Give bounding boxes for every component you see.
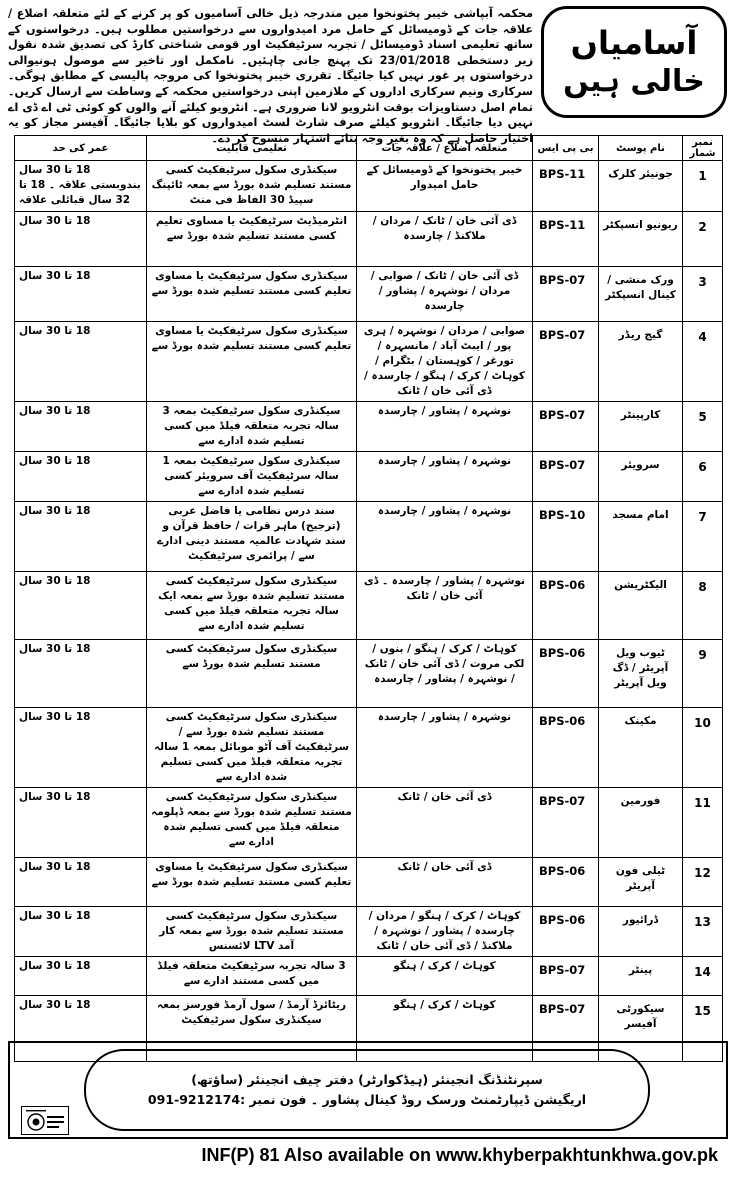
cell-sno: 8 [683, 572, 723, 640]
address-line [148, 1090, 586, 1110]
table-row [15, 788, 723, 858]
cell-qualification: ریٹائرڈ آرمڈ / سول آرمڈ فورسز بمعہ سیکنڈری سکول سرٹیفکیٹ [147, 996, 357, 1062]
cell-district: ڈی آئی خان / ٹانک [357, 858, 533, 907]
title-line-2: خالی ہیں [563, 64, 705, 99]
cell-sno: 13 [683, 907, 723, 957]
cell-age: 18 تا 30 سال [15, 212, 147, 267]
cell-age: 18 تا 30 سال [15, 996, 147, 1062]
cell-bps: BPS-07 [533, 452, 599, 502]
cell-qualification: 3 سالہ تجربہ سرٹیفکیٹ متعلقہ فیلڈ میں کسی مستند ادارے سے [147, 957, 357, 996]
cell-bps: BPS-06 [533, 708, 599, 788]
cell-post: ریونیو انسپکٹر [599, 212, 683, 267]
cell-sno: 9 [683, 640, 723, 708]
cell-post: فورمین [599, 788, 683, 858]
cell-sno: 7 [683, 502, 723, 572]
address-text: اریگیشن ڈیپارٹمنٹ ورسک روڈ کینال پشاور ۔ فون نمبر [249, 1092, 587, 1107]
phone-number: 091-9212174: [147, 1092, 246, 1107]
contact-oval [84, 1049, 650, 1131]
intro-text: محکمہ آبپاشی خیبر پختونخوا میں مندرجہ ذیل خالی آسامیوں کو پر کرنے کے لئے متعلقہ اضلاع / علاقہ جات کے ڈومیسائل کے حامل مرد امیدواروں سے درخواستیں مطلوب ہیں۔ درخواستوں کے ساتھ تعلیمی اسناد ڈومیسائل / تجربہ سرٹیفکیٹ اور قومی شناختی کارڈ کی تصدیق شدہ نقول زیر دستخطی 23/01/2018 تک پہنچ جانی چاہئیں۔ نامکمل اور تاخیر سے موصول ہونیوالی درخواستوں پر غور نہیں کیا جائیگا۔ تقرری خیبر پختونخوا کی مروجہ پالیسی کے مطابق ہوگی۔ سرکاری ونیم سرکاری اداروں کے ملازمین اپنی درخواستیں محکمہ کے وساطت سے ارسال کریں۔ تمام اصل دستاویزات بوقت انٹرویو لانا ضروری ہے۔ انٹرویو کیلئے آنے والوں کو کوئی ٹی اے ڈی اے نہیں دیا جائیگا۔ انٹرویو کیلئے صرف شارٹ لسٹ امیدواروں کو بلایا جائیگا۔ آفیسر مجاز کو یہ اختیار حاصل ہے کہ وہ بغیر وجہ بتائے اشتہار منسوخ کر دے۔ [8, 7, 534, 145]
cell-qualification: سیکنڈری سکول سرٹیفکیٹ یا مساوی تعلیم کسی مستند تسلیم شدہ بورڈ سے [147, 267, 357, 322]
title-line-1: آسامیاں [570, 24, 698, 62]
cell-bps: BPS-07 [533, 402, 599, 452]
cell-age: 18 تا 30 سال [15, 402, 147, 452]
cell-district: نوشہرہ / پشاور / چارسدہ [357, 502, 533, 572]
header-sno: نمبر شمار [683, 136, 723, 161]
cell-bps: BPS-11 [533, 212, 599, 267]
cell-age: 18 تا 30 سال [15, 452, 147, 502]
table-row [15, 640, 723, 708]
table-row [15, 957, 723, 996]
cell-post: پینٹر [599, 957, 683, 996]
table-row [15, 572, 723, 640]
cell-qualification: سیکنڈری سکول سرٹیفکیٹ بمعہ 1 سالہ سرٹیفکیٹ آف سرویئر کسی تسلیم شدہ ادارے سے [147, 452, 357, 502]
table-row [15, 858, 723, 907]
table-row [15, 502, 723, 572]
header-qualification: تعلیمی قابلیت [147, 136, 357, 161]
cell-district: کوہاٹ / کرک / ہنگو [357, 957, 533, 996]
cell-district: خیبر پختونخوا کے ڈومیسائل کے حامل امیدوار [357, 161, 533, 212]
cell-bps: BPS-06 [533, 640, 599, 708]
cell-sno: 4 [683, 322, 723, 402]
intro-paragraph [8, 6, 534, 145]
cell-age: 18 تا 30 سال [15, 788, 147, 858]
cell-post: سرویئر [599, 452, 683, 502]
cell-qualification: سیکنڈری سکول سرٹیفکیٹ کسی مستند تسلیم شدہ بورڈ سے [147, 640, 357, 708]
cell-age: 18 تا 30 سال [15, 502, 147, 572]
cell-bps: BPS-11 [533, 161, 599, 212]
cell-district: کوہاٹ / کرک / ہنگو / مردان / چارسدہ / پشاور / نوشہرہ / ملاکنڈ / ڈی آئی خان / ٹانک [357, 907, 533, 957]
cell-bps: BPS-07 [533, 322, 599, 402]
cell-post: گیج ریڈر [599, 322, 683, 402]
cell-post: ڈرائیور [599, 907, 683, 957]
cell-district: کوہاٹ / کرک / ہنگو [357, 996, 533, 1062]
cell-qualification: سیکنڈری سکول سرٹیفکیٹ کسی مستند تسلیم شدہ بورڈ سے بمعہ ڈپلومہ متعلقہ فیلڈ میں کسی تسلیم شدہ ادارے سے [147, 788, 357, 858]
cell-district: ڈی آئی خان / ٹانک [357, 788, 533, 858]
publication-reference: INF(P) 81 Also available on www.khyberpakhtunkhwa.gov.pk [201, 1145, 718, 1165]
cell-bps: BPS-07 [533, 957, 599, 996]
cell-post: ورک منشی / کینال انسپکٹر [599, 267, 683, 322]
cell-district: ڈی آئی خان / ٹانک / صوابی / مردان / نوشہرہ / پشاور / چارسدہ [357, 267, 533, 322]
cell-sno: 5 [683, 402, 723, 452]
cell-qualification: سیکنڈری سکول سرٹیفکیٹ کسی مستند تسلیم شدہ بورڈ سے بمعہ ایک سالہ تجربہ متعلقہ فیلڈ میں کسی تسلیم شدہ ادارے سے [147, 572, 357, 640]
cell-age: 18 تا 30 سال [15, 957, 147, 996]
cell-post: الیکٹریشن [599, 572, 683, 640]
cell-district: نوشہرہ / پشاور / چارسدہ [357, 452, 533, 502]
cell-bps: BPS-07 [533, 267, 599, 322]
cell-age: 18 تا 30 سال [15, 858, 147, 907]
cell-qualification: سیکنڈری سکول سرٹیفکیٹ بمعہ 3 سالہ تجربہ متعلقہ فیلڈ میں کسی تسلیم شدہ ادارے سے [147, 402, 357, 452]
table-row [15, 452, 723, 502]
cell-bps: BPS-06 [533, 572, 599, 640]
header-bps: بی پی ایس [533, 136, 599, 161]
department-logo-icon [21, 1106, 69, 1135]
table-row [15, 708, 723, 788]
cell-district: کوہاٹ / کرک / ہنگو / بنوں / لکی مروت / ڈی آئی خان / ٹانک / نوشہرہ / پشاور / چارسدہ [357, 640, 533, 708]
cell-post: ٹیلی فون آپریٹر [599, 858, 683, 907]
table-row [15, 907, 723, 957]
cell-district: نوشہرہ / پشاور / چارسدہ ۔ ڈی آئی خان / ٹانک [357, 572, 533, 640]
cell-qualification: سیکنڈری سکول سرٹیفکیٹ کسی مستند تسلیم شدہ بورڈ سے بمعہ کار آمد LTV لائسنس [147, 907, 357, 957]
cell-sno: 1 [683, 161, 723, 212]
title-badge [541, 6, 727, 118]
cell-age: 18 تا 30 سال [15, 907, 147, 957]
cell-sno: 14 [683, 957, 723, 996]
cell-district: ڈی آئی خان / ٹانک / مردان / ملاکنڈ / چارسدہ [357, 212, 533, 267]
cell-sno: 3 [683, 267, 723, 322]
header-post: نام پوسٹ [599, 136, 683, 161]
cell-qualification: سند درس نظامی یا فاضل عربی (ترجیح) ماہر قرات / حافظ قرآن و سند شہادت عالمیہ مستند دینی ادارے سے / پرائمری سرٹیفکیٹ [147, 502, 357, 572]
cell-sno: 15 [683, 996, 723, 1062]
cell-post: امام مسجد [599, 502, 683, 572]
cell-qualification: سیکنڈری سکول سرٹیفکیٹ یا مساوی تعلیم کسی مستند تسلیم شدہ بورڈ سے [147, 858, 357, 907]
cell-age: 18 تا 30 سال [15, 322, 147, 402]
cell-bps: BPS-06 [533, 907, 599, 957]
cell-qualification: سیکنڈری سکول سرٹیفکیٹ یا مساوی تعلیم کسی مستند تسلیم شدہ بورڈ سے [147, 322, 357, 402]
table-row [15, 212, 723, 267]
cell-bps: BPS-10 [533, 502, 599, 572]
cell-age: 18 تا 30 سال [15, 267, 147, 322]
cell-sno: 11 [683, 788, 723, 858]
cell-age: 18 تا 30 سال [15, 640, 147, 708]
table-row [15, 322, 723, 402]
cell-age: 18 تا 30 سال [15, 572, 147, 640]
cell-age: 18 تا 30 سال [15, 708, 147, 788]
table-header-row [15, 136, 723, 161]
cell-district: نوشہرہ / پشاور / چارسدہ [357, 708, 533, 788]
cell-post: سیکورٹی آفیسر [599, 996, 683, 1062]
cell-district: نوشہرہ / پشاور / چارسدہ [357, 402, 533, 452]
vacancies-table [14, 135, 723, 1062]
cell-post: ٹیوب ویل آپریٹر / ڈگ ویل آپریٹر [599, 640, 683, 708]
office-line: سپرنٹنڈنگ انجینئر (ہیڈکوارٹر) دفتر چیف انجینئر (ساؤتھ) [191, 1072, 543, 1087]
cell-post: کارپینٹر [599, 402, 683, 452]
cell-bps: BPS-07 [533, 996, 599, 1062]
table-row [15, 267, 723, 322]
cell-sno: 10 [683, 708, 723, 788]
cell-post: مکینک [599, 708, 683, 788]
table-row [15, 161, 723, 212]
header-age: عمر کی حد [15, 136, 147, 161]
cell-bps: BPS-06 [533, 858, 599, 907]
cell-bps: BPS-07 [533, 788, 599, 858]
cell-qualification: سیکنڈری سکول سرٹیفکیٹ کسی مستند تسلیم شدہ بورڈ سے / سرٹیفکیٹ آف آٹو موبائل بمعہ 1 سالہ تجربہ متعلقہ فیلڈ میں کسی تسلیم شدہ ادارے سے [147, 708, 357, 788]
cell-post: جونیئر کلرک [599, 161, 683, 212]
cell-qualification: انٹرمیڈیٹ سرٹیفکیٹ یا مساوی تعلیم کسی مستند تسلیم شدہ بورڈ سے [147, 212, 357, 267]
header-district: متعلقہ اضلاع / علاقہ جات [357, 136, 533, 161]
cell-sno: 6 [683, 452, 723, 502]
cell-sno: 12 [683, 858, 723, 907]
table-row [15, 402, 723, 452]
cell-age: 18 تا 30 سال بندوبستی علاقہ ۔ 18 تا 32 سال قبائلی علاقہ [15, 161, 147, 212]
cell-district: صوابی / مردان / نوشہرہ / ہری پور / ایبٹ آباد / مانسہرہ / تورغر / کوہستان / بٹگرام / کوہاٹ / کرک / ہنگو / چارسدہ / ڈی آئی خان / ٹانک [357, 322, 533, 402]
cell-qualification: سیکنڈری سکول سرٹیفکیٹ کسی مستند تسلیم شدہ بورڈ سے بمعہ ٹائپنگ سپیڈ 30 الفاظ فی منٹ [147, 161, 357, 212]
cell-sno: 2 [683, 212, 723, 267]
